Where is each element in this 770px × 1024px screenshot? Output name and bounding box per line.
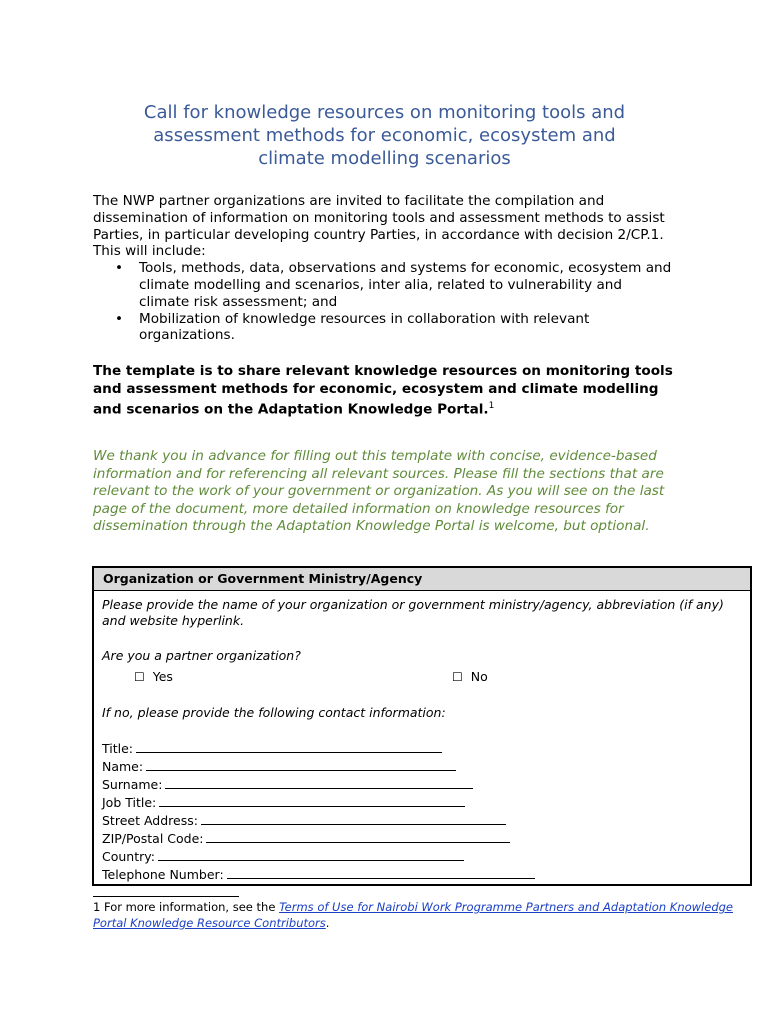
job-title-input-line[interactable] (159, 794, 465, 807)
intro-section (93, 193, 673, 344)
partner-question: Are you a partner organization? (102, 648, 301, 663)
terms-of-use-link[interactable]: Terms of Use for Nairobi Work Programme Partners and Adaptation Knowledge Portal Knowledge Resource Contributors (93, 900, 734, 930)
zip-field[interactable] (102, 830, 510, 847)
checkbox-icon[interactable]: ☐ (134, 670, 145, 684)
contact-instruction: If no, please provide the following contact information: (102, 705, 446, 720)
field-label: Street Address: (102, 813, 198, 828)
telephone-field[interactable] (102, 866, 535, 883)
field-label: Telephone Number: (102, 867, 224, 882)
footnote-number: 1 (93, 900, 101, 914)
job-title-field[interactable] (102, 794, 465, 811)
bullet-list (93, 260, 673, 344)
yes-label: Yes (152, 669, 173, 684)
template-note-text: The template is to share relevant knowledge resources on monitoring tools and assessment methods for economic, ecosystem and climate modelling and scenarios on the Adaptation Knowledge Portal. (93, 363, 673, 418)
surname-input-line[interactable] (165, 776, 473, 789)
title-field[interactable] (102, 740, 442, 757)
bullet-icon: • (115, 260, 124, 277)
field-label: Job Title: (102, 795, 157, 810)
no-option[interactable] (452, 669, 488, 685)
document-title (92, 101, 677, 170)
street-address-input-line[interactable] (201, 812, 506, 825)
no-label: No (470, 669, 488, 684)
field-label: ZIP/Postal Code: (102, 831, 204, 846)
country-field[interactable] (102, 848, 464, 865)
intro-paragraph: The NWP partner organizations are invited to facilitate the compilation and dissemination of information on monitoring tools and assessment methods to assist Parties, in particular developing country Parties, in accordance with decision 2/CP.1. This will include: (93, 193, 665, 260)
checkbox-icon[interactable]: ☐ (452, 670, 463, 684)
field-label: Country: (102, 849, 155, 864)
form-header: Organization or Government Ministry/Agency (94, 568, 750, 591)
bullet-text: Tools, methods, data, observations and systems for economic, ecosystem and climate modelling and scenarios, inter alia, related to vulnerability and climate risk assessment; and (139, 260, 672, 310)
footnote-suffix: . (325, 915, 330, 930)
telephone-input-line[interactable] (227, 866, 535, 879)
footnote (93, 900, 733, 931)
footnote-divider (93, 896, 239, 897)
field-label: Title: (102, 741, 133, 756)
field-label: Surname: (102, 777, 163, 792)
organization-form (92, 566, 752, 886)
country-input-line[interactable] (158, 848, 464, 861)
thanks-note: We thank you in advance for filling out this template with concise, evidence-based information and for referencing all relevant sources. Please fill the sections that are relevant to the work of your government or organization. As you will see on the last page of the document, more detailed information on knowledge resources for dissemination through the Adaptation Knowledge Portal is welcome, but optional. (93, 448, 665, 534)
yes-option[interactable] (134, 669, 173, 685)
title-input-line[interactable] (136, 740, 442, 753)
name-input-line[interactable] (146, 758, 456, 771)
street-address-field[interactable] (102, 812, 506, 829)
footnote-prefix: For more information, see the (100, 900, 280, 914)
title-line: assessment methods for economic, ecosystem and (153, 125, 616, 146)
footnote-ref[interactable]: 1 (488, 401, 495, 411)
list-item (93, 260, 673, 310)
surname-field[interactable] (102, 776, 473, 793)
bullet-icon: • (115, 310, 124, 327)
title-line: Call for knowledge resources on monitoring tools and (143, 102, 626, 123)
field-label: Name: (102, 759, 144, 774)
title-line: climate modelling scenarios (258, 148, 511, 169)
name-field[interactable] (102, 758, 456, 775)
zip-input-line[interactable] (206, 830, 510, 843)
list-item (93, 311, 673, 345)
template-note (93, 363, 673, 419)
form-instruction: Please provide the name of your organization or government ministry/agency, abbreviation (if any) and website hyperlink. (102, 597, 724, 628)
bullet-text: Mobilization of knowledge resources in collaboration with relevant organizations. (139, 310, 590, 344)
